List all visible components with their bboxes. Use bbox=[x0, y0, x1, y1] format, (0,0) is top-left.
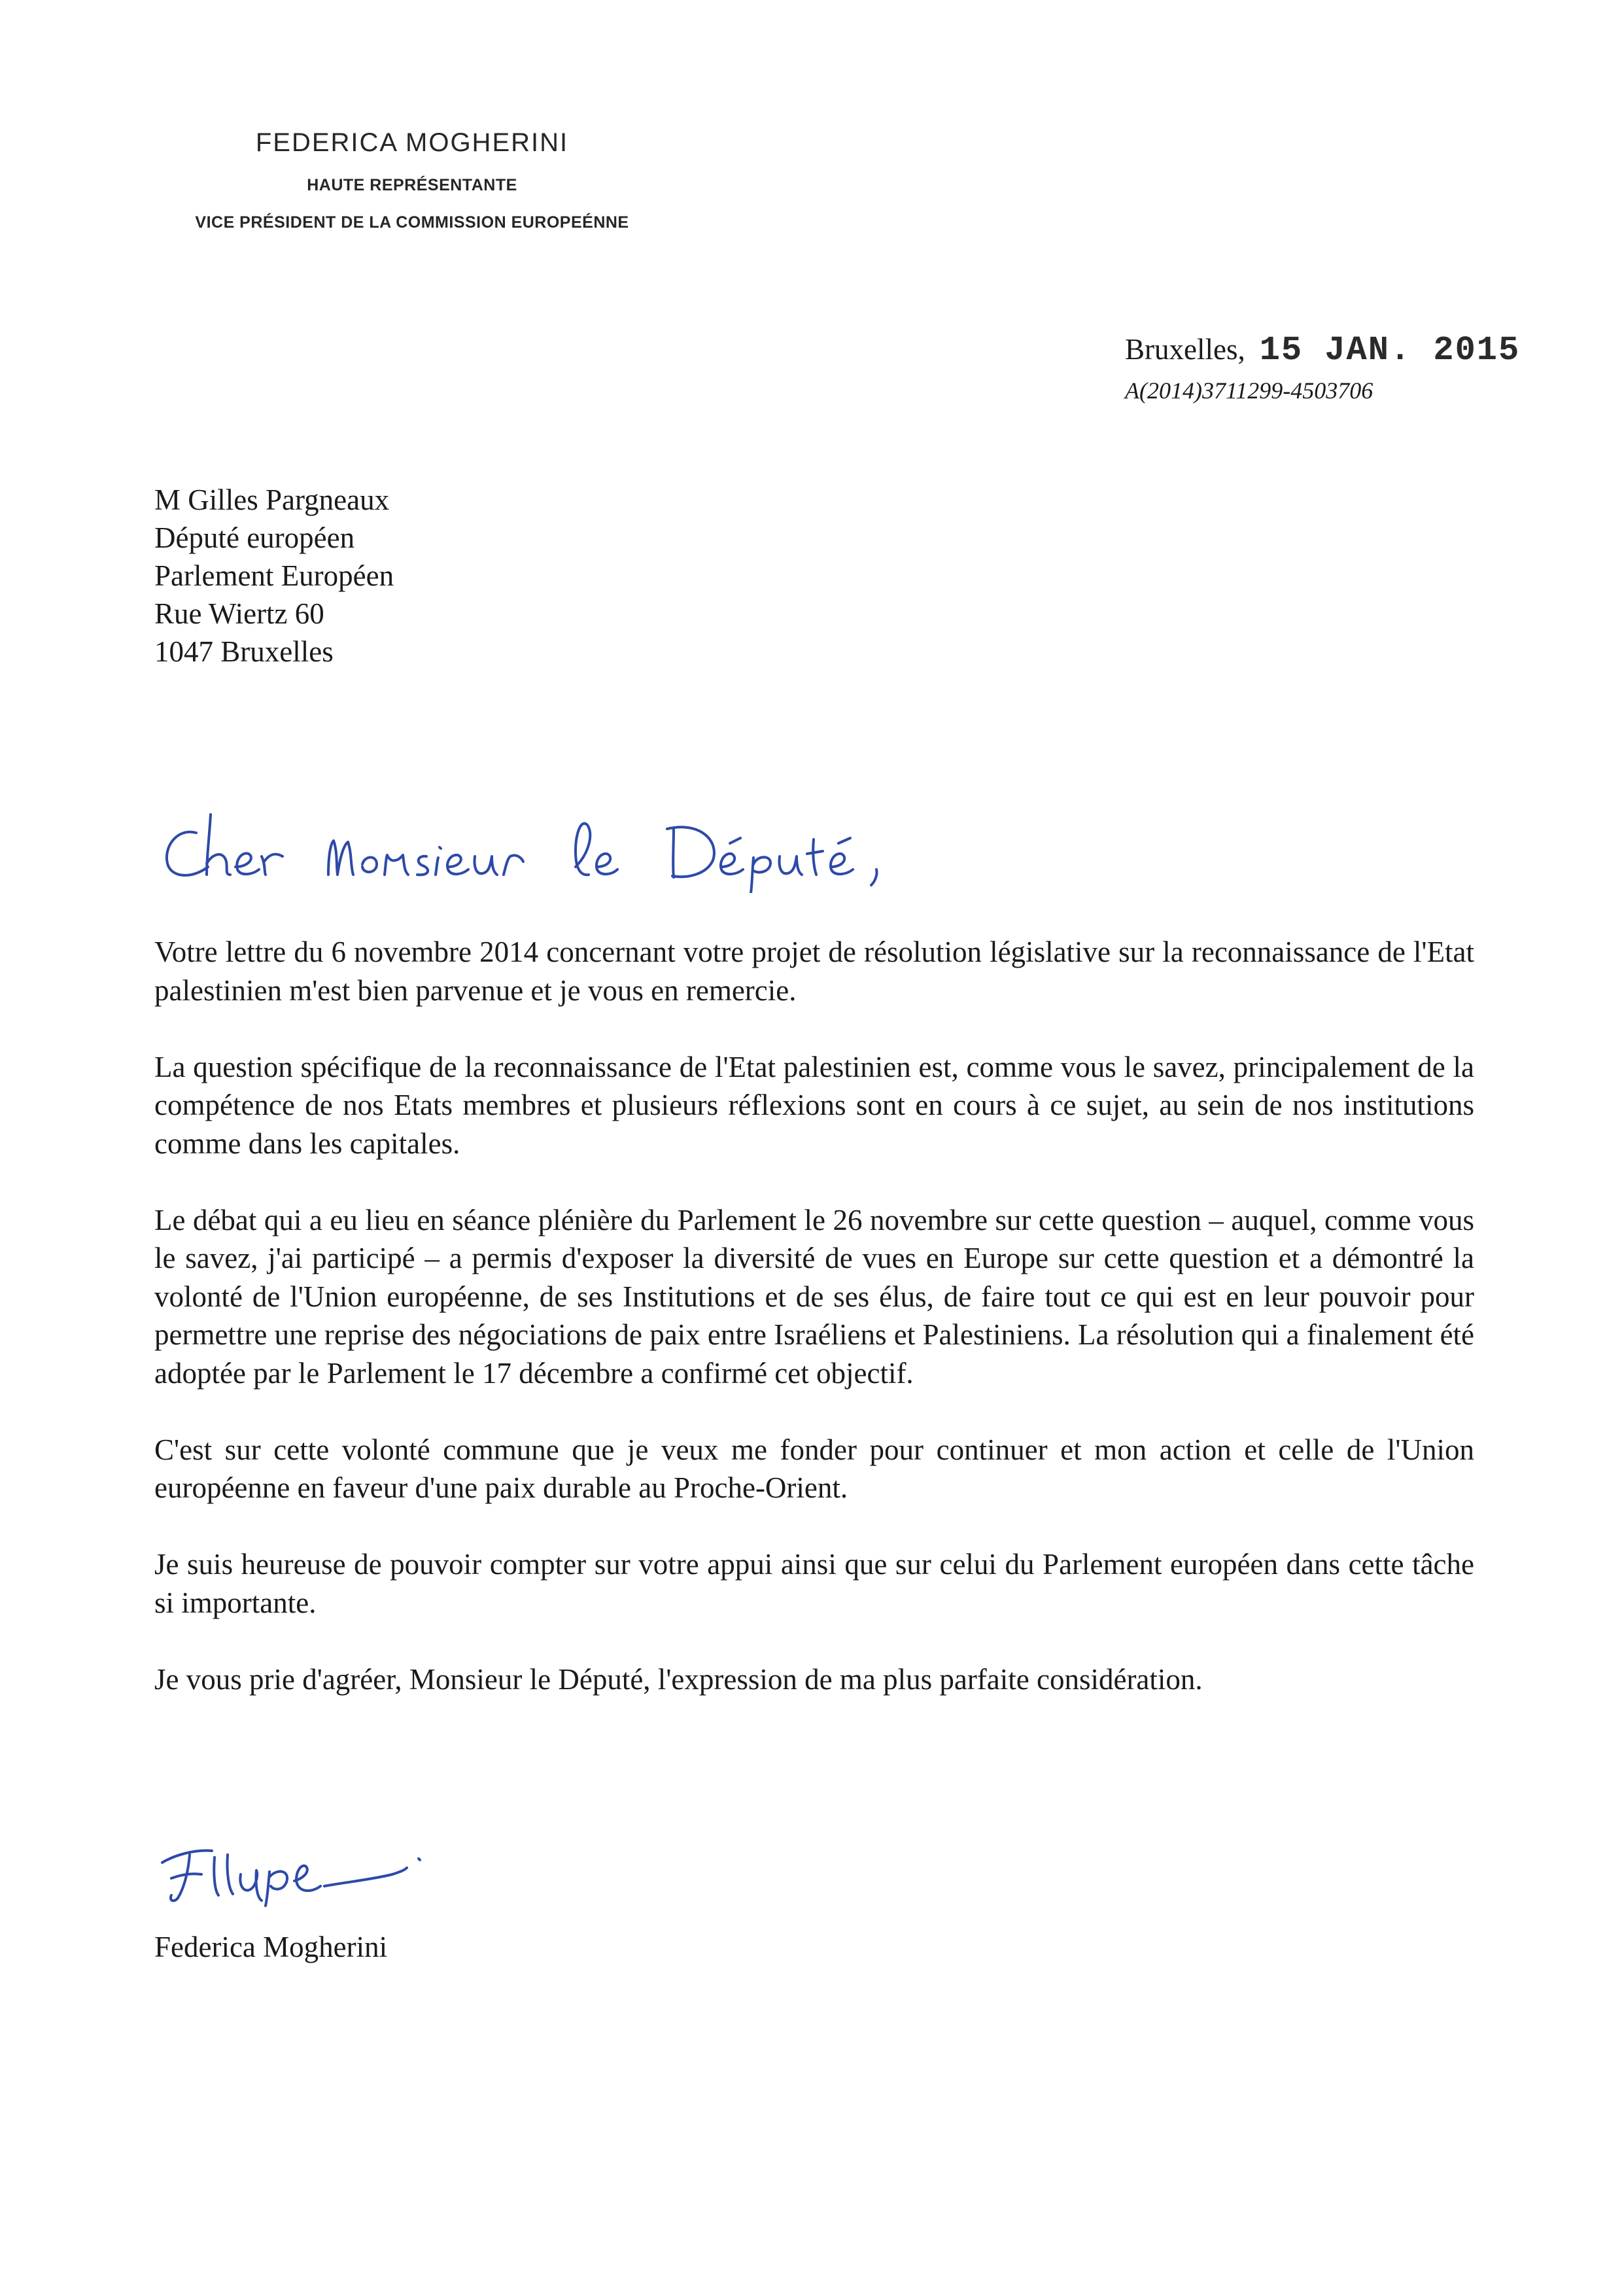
sender-name: FEDERICA MOGHERINI bbox=[255, 128, 569, 157]
letter-body bbox=[154, 933, 1474, 1737]
signature-mark bbox=[149, 1835, 450, 1907]
handwritten-signature bbox=[149, 1835, 450, 1910]
recipient-line: 1047 Bruxelles bbox=[154, 635, 334, 668]
closing-formula: Je vous prie d'agréer, Monsieur le Député, l'expression de ma plus parfaite considération. bbox=[154, 1662, 1203, 1696]
recipient-line: M Gilles Pargneaux bbox=[154, 483, 390, 516]
reference-number: A(2014)3711299-4503706 bbox=[1125, 377, 1373, 404]
body-paragraph: Je suis heureuse de pouvoir compter sur votre appui ainsi que sur celui du Parlement européen dans cette tâche si importante. bbox=[154, 1548, 1474, 1619]
sender-subtitle: VICE PRÉSIDENT DE LA COMMISSION EUROPEÉNNE bbox=[195, 213, 629, 232]
recipient-address bbox=[154, 481, 394, 671]
signer-name: Federica Mogherini bbox=[154, 1931, 388, 1963]
body-paragraph: C'est sur cette volonté commune que je veux me fonder pour continuer et mon action et celle de l'Union européenne en faveur d'une paix durable au Proche-Orient. bbox=[154, 1433, 1474, 1504]
handwritten-salutation bbox=[157, 801, 968, 896]
recipient-line: Député européen bbox=[154, 521, 355, 554]
body-paragraph: Votre lettre du 6 novembre 2014 concernant votre projet de résolution législative sur la reconnaissance de l'Etat palestinien m'est bien parvenue et je vous en remercie. bbox=[154, 936, 1474, 1007]
place: Bruxelles, bbox=[1125, 333, 1245, 366]
body-paragraph: Le débat qui a eu lieu en séance plénière du Parlement le 26 novembre sur cette question – auquel, comme vous le savez, j'ai participé – a permis d'exposer la diversité de vues en Europe sur cette question et a démontré la volonté de l'Union européenne, de ses Institutions et de ses élus, de faire tout ce qui est en leur pouvoir pour permettre une reprise des négociations de paix entre Israéliens et Palestiniens. La résolution qui a finalement été adoptée par le Parlement le 17 décembre a confirmé cet objectif. bbox=[154, 1203, 1475, 1390]
sender-title: HAUTE REPRÉSENTANTE bbox=[307, 176, 517, 194]
recipient-line: Rue Wiertz 60 bbox=[154, 597, 324, 630]
body-paragraph: La question spécifique de la reconnaissance de l'Etat palestinien est, comme vous le savez, principalement de la compétence de nos Etats membres et plusieurs réflexions sont en cours à ce sujet, au sein de nos institutions comme dans les capitales. bbox=[154, 1050, 1474, 1160]
letterhead bbox=[157, 128, 667, 232]
salutation-handwriting bbox=[157, 801, 968, 893]
recipient-line: Parlement Européen bbox=[154, 559, 394, 592]
date-stamp: 15 JAN. 2015 bbox=[1259, 331, 1521, 370]
dateline bbox=[1125, 331, 1520, 370]
